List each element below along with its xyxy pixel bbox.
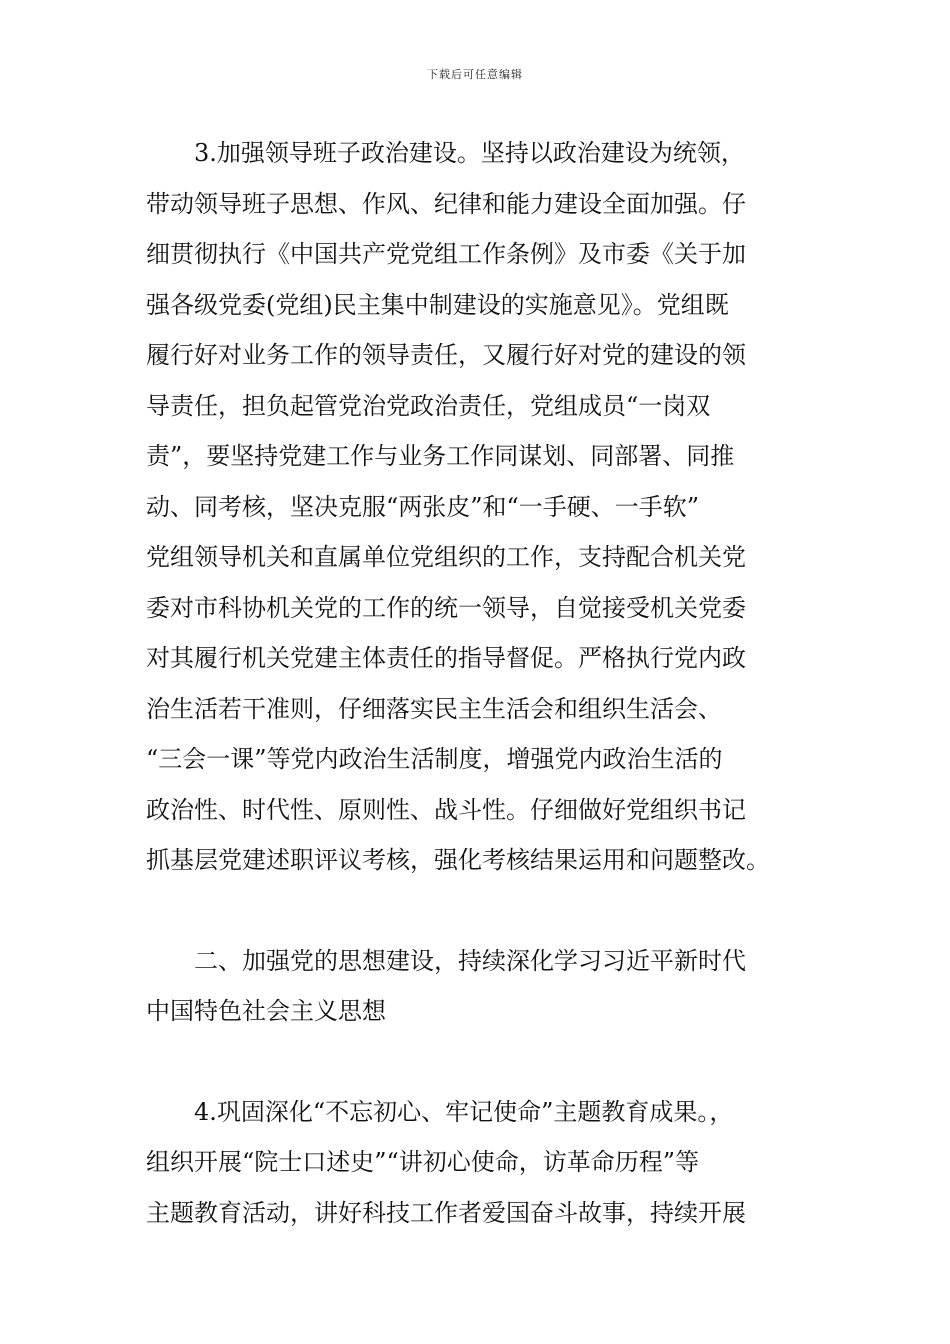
text-line: 动、同考核，坚决克服“两张皮”和“一手硬、一手软”: [146, 492, 700, 521]
text-line: 主题教育活动，讲好科技工作者爱国奋斗故事，持续开展: [146, 1198, 746, 1227]
text-line: 带动领导班子思想、作风、纪律和能力建设全面加强。仔: [146, 189, 746, 218]
paragraph-item-4: [146, 1087, 810, 1239]
text-line: 委对市科协机关党的工作的统一领导，自觉接受机关党委: [146, 593, 746, 622]
text-line: 政治性、时代性、原则性、战斗性。仔细做好党组织书记: [146, 795, 746, 824]
text-line: 强各级党委(党组)民主集中制建设的实施意见》。党组既: [146, 290, 729, 319]
text-line: 4.巩固深化“不忘初心、牢记使命”主题教育成果。，: [146, 1097, 734, 1126]
text-line: “三会一课”等党内政治生活制度，增强党内政治生活的: [146, 745, 723, 773]
text-line: 治生活若干准则，仔细落实民主生活会和组织生活会、: [146, 694, 722, 723]
document-body: [146, 128, 810, 1238]
paragraph-spacer: [146, 886, 810, 936]
text-line: 对其履行机关党建主体责任的指导督促。严格执行党内政: [146, 644, 746, 672]
text-line: 二、加强党的思想建设，持续深化学习习近平新时代: [146, 946, 746, 975]
paragraph-item-3: [146, 128, 810, 886]
text-line: 党组领导机关和直属单位党组织的工作，支持配合机关党: [146, 543, 746, 571]
text-line: 责”，要坚持党建工作与业务工作同谋划、同部署、同推: [146, 442, 735, 470]
header-note: 下载后可任意编辑: [427, 68, 523, 81]
paragraph-spacer: [146, 1037, 810, 1087]
text-line: 中国特色社会主义思想: [146, 997, 386, 1025]
section-heading-2: [146, 936, 810, 1037]
text-line: 导责任，担负起管党治党政治责任，党组成员“一岗双: [146, 391, 711, 420]
text-line: 抓基层党建述职评议考核，强化考核结果运用和问题整改。: [146, 846, 770, 874]
text-line: 3.加强领导班子政治建设。坚持以政治建设为统领，: [146, 139, 745, 167]
text-line: 细贯彻执行《中国共产党党组工作条例》及市委《关于加: [146, 240, 746, 268]
text-line: 组织开展“院士口述史”“讲初心使命，访革命历程”等: [146, 1148, 700, 1176]
text-line: 履行好对业务工作的领导责任，又履行好对党的建设的领: [146, 341, 746, 369]
